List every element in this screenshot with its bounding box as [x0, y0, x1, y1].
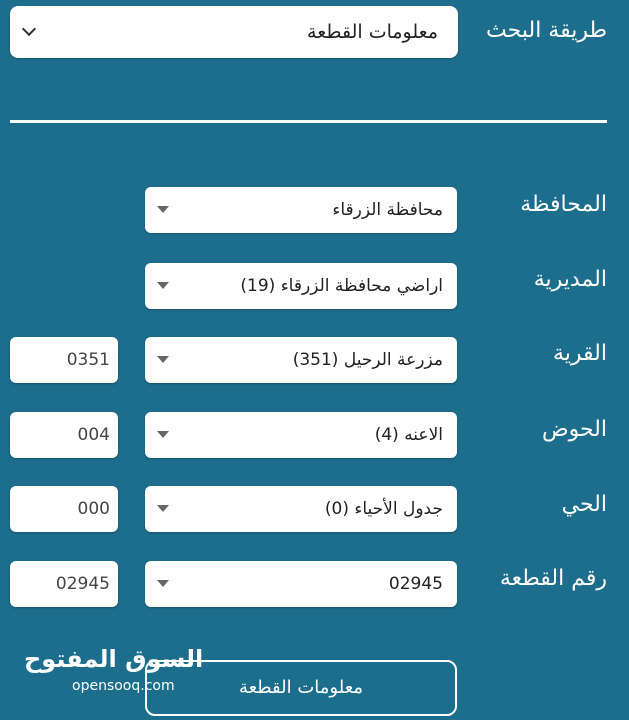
- village-value: مزرعة الرحيل (351): [292, 350, 443, 370]
- dropdown-arrow-icon: [157, 505, 169, 512]
- dropdown-arrow-icon: [157, 431, 169, 438]
- dropdown-arrow-icon: [157, 356, 169, 363]
- watermark-latin-text: opensooq.com: [72, 678, 175, 694]
- basin-select[interactable]: [145, 412, 457, 458]
- neighborhood-value: جدول الأحياء (0): [324, 499, 443, 519]
- dropdown-arrow-icon: [157, 206, 169, 213]
- opensooq-watermark-logo: [24, 645, 204, 700]
- neighborhood-select[interactable]: [145, 486, 457, 532]
- dropdown-arrow-icon: [157, 580, 169, 587]
- basin-label: الحوض: [542, 417, 607, 442]
- parcel-code-field[interactable]: [10, 561, 118, 607]
- basin-code-field[interactable]: [10, 412, 118, 458]
- parcel-number-value: 02945: [388, 574, 443, 594]
- divider: [10, 120, 607, 123]
- village-code-field[interactable]: [10, 337, 118, 383]
- chevron-down-icon: [22, 22, 36, 36]
- search-method-label: طريقة البحث: [486, 18, 607, 43]
- governorate-label: المحافظة: [520, 192, 607, 217]
- neighborhood-code-value: 000: [77, 499, 110, 519]
- village-code-value: 0351: [66, 350, 110, 370]
- dropdown-arrow-icon: [157, 282, 169, 289]
- directorate-select[interactable]: [145, 263, 457, 309]
- directorate-value: اراضي محافظة الزرقاء (19): [240, 276, 443, 296]
- search-method-dropdown[interactable]: [10, 6, 458, 58]
- directorate-label: المديرية: [533, 267, 607, 292]
- parcel-number-label: رقم القطعة: [499, 566, 607, 591]
- neighborhood-label: الحي: [561, 492, 607, 517]
- basin-value: الاعنه (4): [374, 425, 443, 445]
- parcel-info-button[interactable]: معلومات القطعة: [145, 660, 457, 716]
- basin-code-value: 004: [77, 425, 110, 445]
- governorate-value: محافظة الزرقاء: [332, 200, 443, 220]
- village-select[interactable]: [145, 337, 457, 383]
- governorate-select[interactable]: [145, 187, 457, 233]
- parcel-code-value: 02945: [55, 574, 110, 594]
- neighborhood-code-field[interactable]: [10, 486, 118, 532]
- watermark-arabic-text: السوق المفتوح: [24, 645, 204, 673]
- parcel-number-select[interactable]: [145, 561, 457, 607]
- search-method-value: معلومات القطعة: [307, 21, 438, 43]
- village-label: القرية: [552, 341, 607, 366]
